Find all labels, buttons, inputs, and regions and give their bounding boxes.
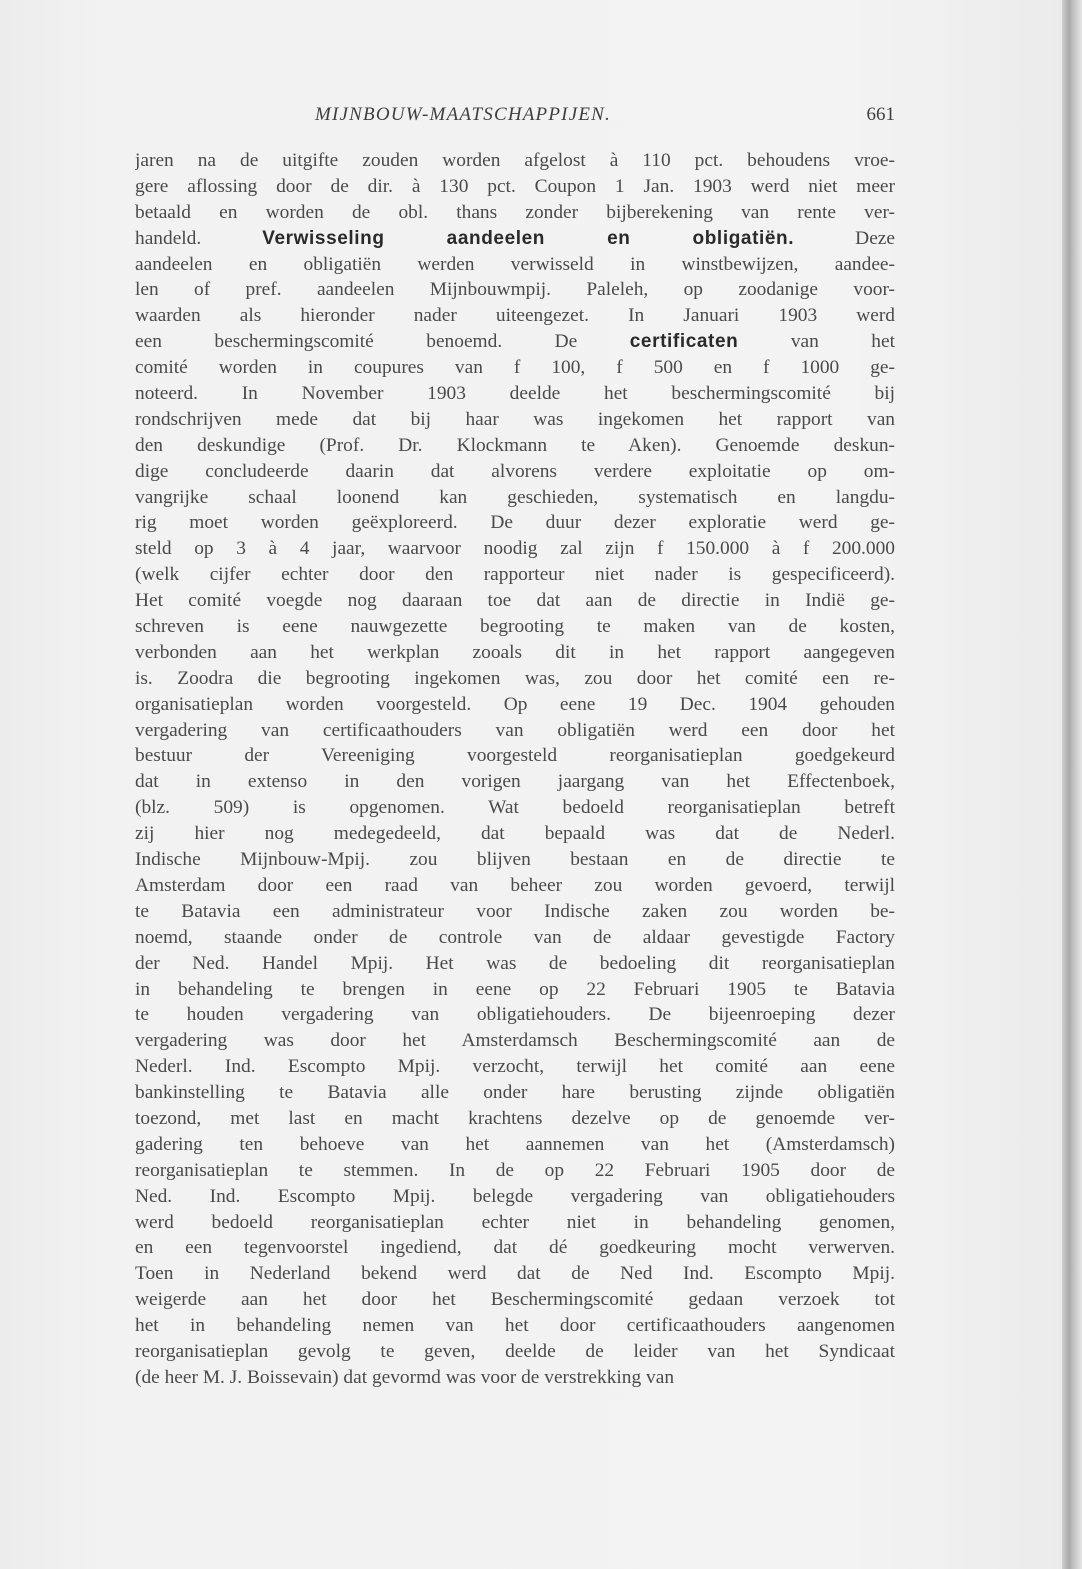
text-run: het in behandeling nemen van het door certificaathouders aangenomen	[135, 1315, 895, 1337]
text-run: (de heer M. J. Boissevain) dat gevormd was voor de verstrekking van	[135, 1366, 675, 1388]
text-run: waarden als hieronder nader uiteengezet. In Januari 1903 werd	[135, 305, 895, 327]
text-run: te Batavia een administrateur voor Indische zaken zou worden be-	[135, 900, 895, 922]
text-line	[135, 666, 895, 692]
text-line	[135, 1184, 895, 1210]
text-line	[135, 899, 895, 925]
text-line	[135, 847, 895, 873]
text-line	[135, 588, 895, 614]
text-line	[135, 562, 895, 588]
text-run: van het	[738, 331, 895, 353]
text-line	[135, 1287, 895, 1313]
text-line	[135, 510, 895, 536]
text-line	[135, 433, 895, 459]
text-run: reorganisatieplan te stemmen. In de op 22 Februari 1905 door de	[135, 1159, 895, 1181]
bold-heading-term: Verwisseling aandeelen en obligatiën.	[262, 227, 795, 249]
text-run: betaald en worden de obl. thans zonder bijberekening van rente ver-	[135, 201, 895, 223]
text-line	[135, 1132, 895, 1158]
text-line	[135, 873, 895, 899]
text-run: Deze	[794, 227, 895, 249]
text-run: is. Zoodra die begrooting ingekomen was, zou door het comité een re-	[135, 667, 895, 689]
text-line	[135, 977, 895, 1003]
text-run: verbonden aan het werkplan zooals dit in het rapport aangegeven	[135, 641, 895, 663]
text-run: dat in extenso in den vorigen jaargang van het Effectenboek,	[135, 771, 895, 793]
text-run: weigerde aan het door het Beschermingscomité gedaan verzoek tot	[135, 1289, 895, 1311]
text-run: vergadering van certificaathouders van obligatiën werd een door het	[135, 719, 895, 741]
text-run: rondschrijven mede dat bij haar was ingekomen het rapport van	[135, 408, 895, 430]
text-run: (blz. 509) is opgenomen. Wat bedoeld reorganisatieplan betreft	[135, 797, 895, 819]
text-line	[135, 821, 895, 847]
text-line	[135, 459, 895, 485]
text-run: noemd, staande onder de controle van de aldaar gevestigde Factory	[135, 926, 895, 948]
text-run: den deskundige (Prof. Dr. Klockmann te Aken). Genoemde deskun-	[135, 434, 895, 456]
text-line	[135, 951, 895, 977]
text-line	[135, 200, 895, 226]
text-line	[135, 303, 895, 329]
text-run: werd bedoeld reorganisatieplan echter niet in behandeling genomen,	[135, 1211, 895, 1233]
text-run: (welk cijfer echter door den rapporteur niet nader is gespecificeerd).	[135, 564, 895, 586]
text-line	[135, 1261, 895, 1287]
text-line	[135, 692, 895, 718]
text-run: Ned. Ind. Escompto Mpij. belegde vergadering van obligatiehouders	[135, 1185, 895, 1207]
text-line	[135, 1080, 895, 1106]
text-line	[135, 1365, 895, 1391]
page-edge	[1062, 0, 1082, 1569]
text-line	[135, 1106, 895, 1132]
text-line	[135, 277, 895, 303]
text-run: te houden vergadering van obligatiehouders. De bijeenroeping dezer	[135, 1004, 895, 1026]
text-line	[135, 355, 895, 381]
text-run: noteerd. In November 1903 deelde het beschermingscomité bij	[135, 383, 895, 405]
running-title: MIJNBOUW-MAATSCHAPPIJEN.	[315, 104, 611, 125]
text-run: Toen in Nederland bekend werd dat de Ned Ind. Escompto Mpij.	[135, 1263, 895, 1285]
text-line	[135, 1339, 895, 1365]
text-line	[135, 485, 895, 511]
text-line	[135, 226, 895, 252]
text-run: rig moet worden geëxploreerd. De duur dezer exploratie werd ge-	[135, 512, 895, 534]
text-run: vergadering was door het Amsterdamsch Beschermingscomité aan de	[135, 1030, 895, 1052]
text-line	[135, 795, 895, 821]
text-line	[135, 381, 895, 407]
text-line	[135, 640, 895, 666]
text-line	[135, 329, 895, 355]
text-line	[135, 148, 895, 174]
text-run: der Ned. Handel Mpij. Het was de bedoeling dit reorganisatieplan	[135, 952, 895, 974]
text-run: bankinstelling te Batavia alle onder hare berusting zijnde obligatiën	[135, 1082, 895, 1104]
text-run: in behandeling te brengen in eene op 22 Februari 1905 te Batavia	[135, 978, 895, 1000]
text-run: comité worden in coupures van f 100, f 500 en f 1000 ge-	[135, 357, 895, 379]
text-run: en een tegenvoorstel ingediend, dat dé goedkeuring mocht verwerven.	[135, 1237, 895, 1259]
text-run: zij hier nog medegedeeld, dat bepaald was dat de Nederl.	[135, 823, 895, 845]
text-line	[135, 614, 895, 640]
page-number: 661	[866, 104, 895, 125]
text-run: aandeelen en obligatiën werden verwisseld in winstbewijzen, aandee-	[135, 253, 895, 275]
text-run: steld op 3 à 4 jaar, waarvoor noodig zal zijn f 150.000 à f 200.000	[135, 538, 895, 560]
text-line	[135, 743, 895, 769]
text-line	[135, 1158, 895, 1184]
text-run: Het comité voegde nog daaraan toe dat aan de directie in Indië ge-	[135, 590, 895, 612]
running-head	[135, 100, 895, 130]
text-line	[135, 407, 895, 433]
text-run: jaren na de uitgifte zouden worden afgelost à 110 pct. behoudens vroe-	[135, 150, 895, 171]
text-line	[135, 1235, 895, 1261]
text-line	[135, 252, 895, 278]
text-line	[135, 1313, 895, 1339]
text-run: schreven is eene nauwgezette begrooting te maken van de kosten,	[135, 616, 895, 638]
text-line	[135, 1002, 895, 1028]
text-line	[135, 1054, 895, 1080]
text-line	[135, 536, 895, 562]
text-line	[135, 769, 895, 795]
text-run: Indische Mijnbouw-Mpij. zou blijven bestaan en de directie te	[135, 849, 895, 871]
text-run: gadering ten behoeve van het aannemen van het (Amsterdamsch)	[135, 1133, 895, 1155]
text-line	[135, 1028, 895, 1054]
text-line	[135, 174, 895, 200]
text-run: handeld.	[135, 227, 263, 249]
text-run: bestuur der Vereeniging voorgesteld reorganisatieplan goedgekeurd	[135, 745, 895, 767]
text-run: len of pref. aandeelen Mijnbouwmpij. Paleleh, op zoodanige voor-	[135, 279, 895, 301]
text-run: Nederl. Ind. Escompto Mpij. verzocht, terwijl het comité aan eene	[135, 1056, 895, 1078]
bold-heading-term: certificaten	[629, 331, 739, 353]
text-run: dige concludeerde daarin dat alvorens verdere exploitatie op om-	[135, 460, 895, 482]
text-run: organisatieplan worden voorgesteld. Op eene 19 Dec. 1904 gehouden	[135, 693, 895, 715]
text-run: reorganisatieplan gevolg te geven, deelde de leider van het Syndicaat	[135, 1340, 895, 1362]
text-line	[135, 1210, 895, 1236]
text-run: toezond, met last en macht krachtens dezelve op de genoemde ver-	[135, 1107, 895, 1129]
text-run: een beschermingscomité benoemd. De	[135, 331, 630, 353]
text-line	[135, 925, 895, 951]
text-run: vangrijke schaal loonend kan geschieden, systematisch en langdu-	[135, 486, 895, 508]
text-run: Amsterdam door een raad van beheer zou worden gevoerd, terwijl	[135, 874, 895, 896]
body-text	[135, 148, 895, 1391]
text-line	[135, 718, 895, 744]
text-run: gere aflossing door de dir. à 130 pct. Coupon 1 Jan. 1903 werd niet meer	[135, 175, 895, 197]
